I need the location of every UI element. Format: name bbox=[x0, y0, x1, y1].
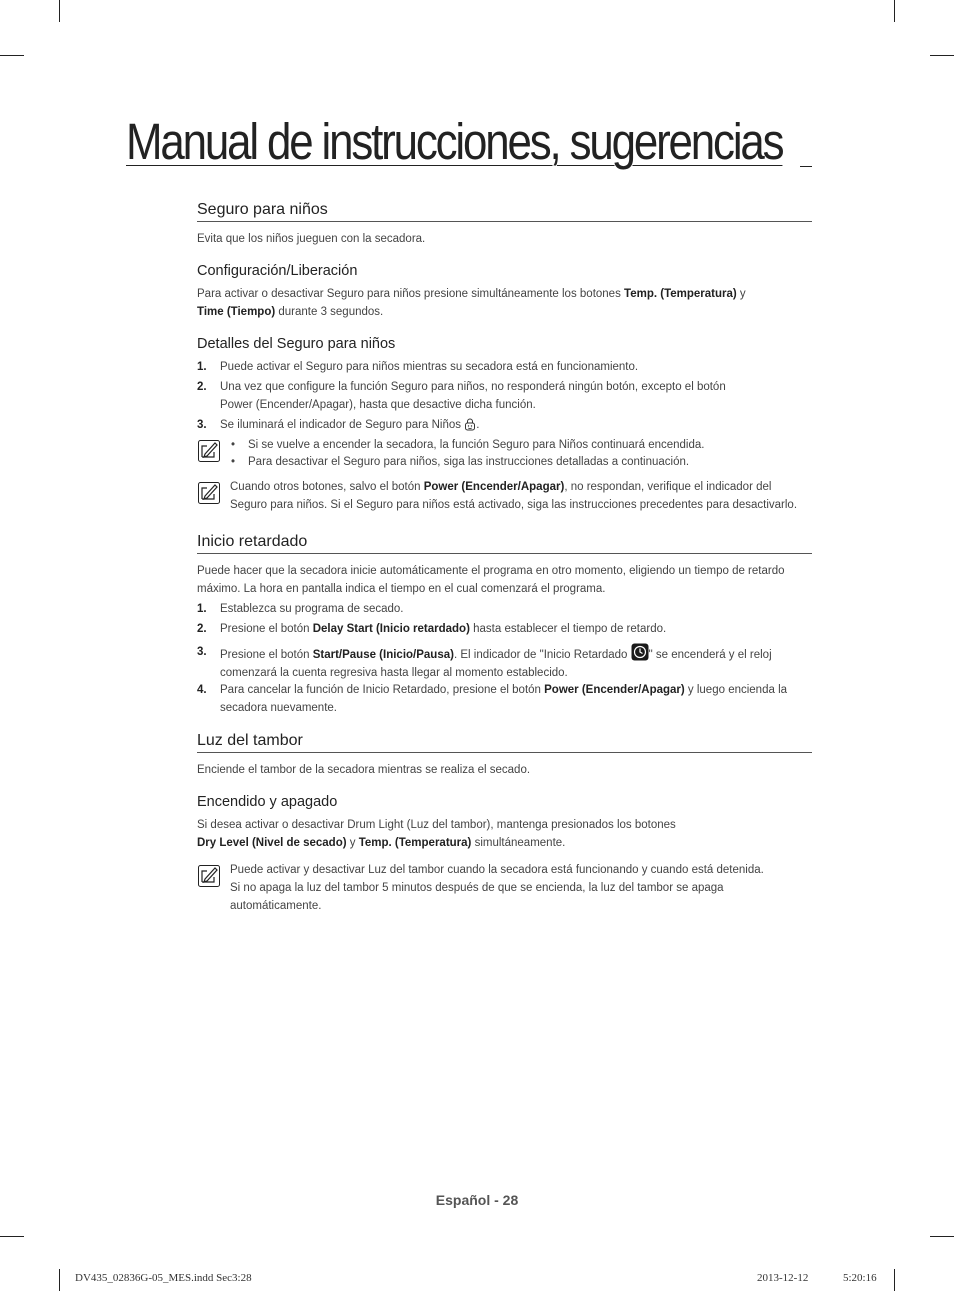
slug-file: DV435_02836G-05_MES.indd Sec3:28 bbox=[75, 1272, 252, 1284]
crop-mark bbox=[59, 1269, 60, 1291]
section-heading-seguro: Seguro para niños bbox=[197, 200, 812, 222]
list-item: 1. Puede activar el Seguro para niños mientras su secadora está en funcionamiento. bbox=[197, 361, 639, 373]
note-icon bbox=[198, 865, 220, 887]
encendido-text: Si desea activar o desactivar Drum Light (Luz del tambor), mantenga presionados los botones Dry Level (Nivel de secado) y Temp. (Temperatura) simultáneamente. bbox=[197, 819, 676, 849]
inicio-intro: Puede hacer que la secadora inicie automáticamente el programa en otro momento, eligiendo un tiempo de retardo máximo. La hora en pantalla indica el tiempo en el cual comenzará el programa. bbox=[197, 565, 785, 595]
list-item: 2. Presione el botón Delay Start (Inicio retardado) hasta establecer el tiempo de retardo. bbox=[197, 623, 667, 635]
crop-mark bbox=[930, 1236, 954, 1237]
note-icon bbox=[198, 482, 220, 504]
crop-mark bbox=[894, 0, 895, 22]
crop-mark bbox=[894, 1269, 895, 1291]
config-text: Para activar o desactivar Seguro para niños presione simultáneamente los botones Temp. (Temperatura) y Time (Tiempo) durante 3 segundos. bbox=[197, 288, 746, 318]
list-item: 1. Establezca su programa de secado. bbox=[197, 603, 404, 615]
encendido-heading: Encendido y apagado bbox=[197, 794, 338, 810]
page-number: Español - 28 bbox=[435, 1192, 519, 1208]
slug-date: 2013-12-12 bbox=[757, 1272, 809, 1284]
list-item: • Si se vuelve a encender la secadora, la función Seguro para Niños continuará encendida. bbox=[231, 439, 705, 451]
slug-time: 5:20:16 bbox=[843, 1272, 877, 1284]
list-item: 3. Presione el botón Start/Pause (Inicio/Pausa). El indicador de "Inicio Retardado " se encenderá y el reloj comenzará la cuenta regresiva hasta llegar al momento establecido. bbox=[197, 643, 840, 682]
delay-start-icon bbox=[631, 643, 649, 661]
page-title: Manual de instrucciones, sugerencias bbox=[126, 113, 783, 170]
list-item: • Para desactivar el Seguro para niños, siga las instrucciones detalladas a continuación. bbox=[231, 456, 690, 468]
luz-intro: Enciende el tambor de la secadora mientras se realiza el secado. bbox=[197, 764, 531, 776]
crop-mark bbox=[930, 55, 954, 56]
list-item: 4. Para cancelar la función de Inicio Retardado, presione el botón Power (Encender/Apagar) y luego encienda la secadora nuevamente. bbox=[197, 684, 788, 714]
crop-mark bbox=[0, 55, 24, 56]
config-heading: Configuración/Liberación bbox=[197, 263, 358, 279]
note-text: Puede activar y desactivar Luz del tambor cuando la secadora está funcionando y cuando está detenida. Si no apaga la luz del tambor 5 minutos después de que se encienda, la luz del tambor se apaga automáticamente. bbox=[230, 864, 764, 912]
crop-mark bbox=[59, 0, 60, 22]
list-item: 3. Se iluminará el indicador de Seguro para Niños . bbox=[197, 419, 480, 431]
title-underline bbox=[800, 166, 812, 167]
details-heading: Detalles del Seguro para niños bbox=[197, 336, 396, 352]
seguro-intro: Evita que los niños jueguen con la secadora. bbox=[197, 233, 426, 245]
list-item: 2. Una vez que configure la función Seguro para niños, no responderá ningún botón, excepto el botón Power (Encender/Apagar), hasta que desactive dicha función. bbox=[197, 381, 726, 411]
crop-mark bbox=[0, 1236, 24, 1237]
section-heading-inicio: Inicio retardado bbox=[197, 532, 812, 554]
section-heading-luz: Luz del tambor bbox=[197, 731, 812, 753]
child-lock-icon bbox=[464, 418, 476, 431]
note-icon bbox=[198, 440, 220, 462]
note-text: Cuando otros botones, salvo el botón Power (Encender/Apagar), no respondan, verifique el indicador del Seguro para niños. Si el Seguro para niños está activado, siga las instrucciones precedentes para desactivarlo. bbox=[230, 481, 798, 511]
